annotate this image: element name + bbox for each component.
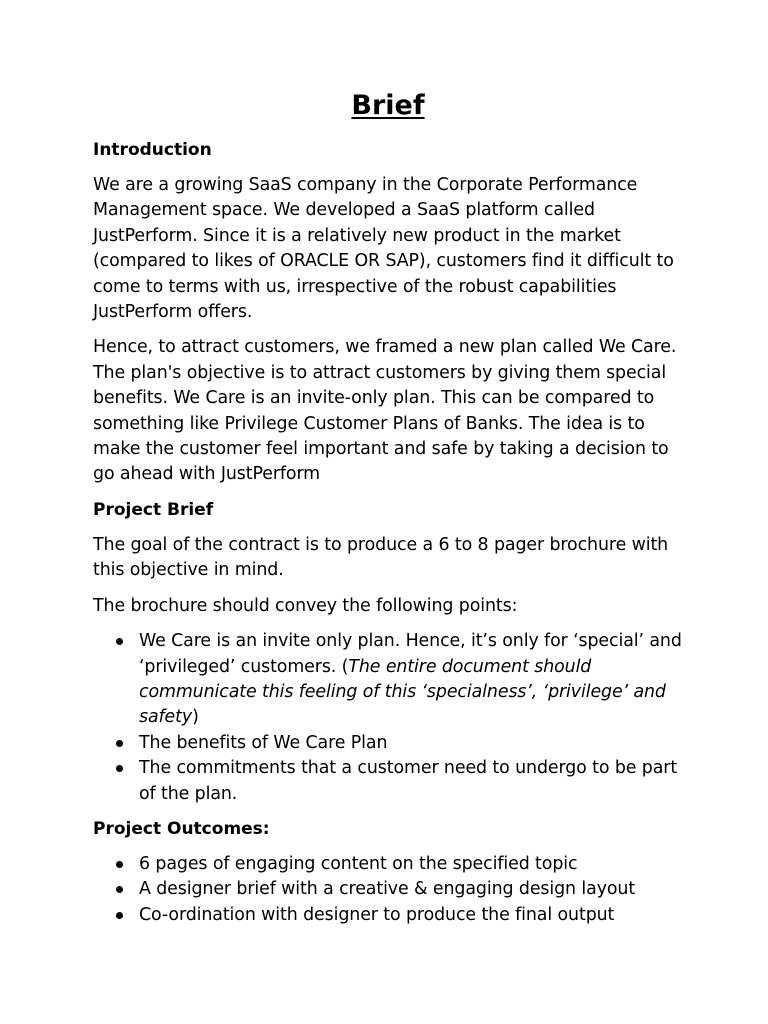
outcome-3-text: Co-ordination with designer to produce the final output: [139, 904, 615, 925]
outcomes-list: [93, 852, 683, 928]
project-brief-heading: Project Brief: [93, 499, 214, 520]
project-outcomes-heading: Project Outcomes:: [93, 818, 270, 839]
bullet-icon: [116, 912, 123, 919]
point-1-closing: ): [192, 707, 199, 728]
introduction-paragraph-1: We are a growing SaaS company in the Corporate Performance Management space. We developed a SaaS platform called JustPerform. Since it is a relatively new product in the market (compared to likes of ORACLE OR SAP), customers find it difficult to come to terms with us, irrespective of the robust capabilities JustPerform offers.: [93, 175, 674, 323]
introduction-paragraph-2: Hence, to attract customers, we framed a new plan called We Care. The plan's objective is to attract customers by giving them special benefits. We Care is an invite-only plan. This can be compared to something like Privilege Customer Plans of Banks. The idea is to make the customer feel important and safe by taking a decision to go ahead with JustPerform: [93, 337, 677, 485]
point-3-text: The commitments that a customer need to undergo to be part of the plan.: [139, 758, 678, 804]
document-title: Brief: [351, 90, 425, 121]
list-item: [93, 877, 683, 902]
brochure-points-list: [93, 629, 683, 807]
bullet-icon: [116, 886, 123, 893]
point-2-text: The benefits of We Care Plan: [139, 732, 388, 753]
document-page: [93, 88, 683, 938]
outcome-2-text: A designer brief with a creative & engaging design layout: [139, 879, 636, 900]
bullet-icon: [116, 638, 123, 645]
point-1-text: We Care is an invite only plan. Hence, it’s only for ‘special’ and ‘privileged’ customers. (: [139, 631, 682, 677]
bullet-icon: [116, 740, 123, 747]
bullet-icon: [116, 861, 123, 868]
list-item: [93, 629, 683, 731]
outcome-1-text: 6 pages of engaging content on the specified topic: [139, 853, 578, 874]
list-item: [93, 731, 683, 756]
introduction-heading: Introduction: [93, 140, 212, 160]
bullet-icon: [116, 765, 123, 772]
list-item: [93, 903, 683, 928]
list-item: [93, 756, 683, 807]
list-item: [93, 852, 683, 877]
point-1-italic-text: The entire document should communicate this feeling of this ‘specialness’, ‘privilege’ and safety: [139, 656, 666, 728]
project-brief-paragraph-2: The brochure should convey the following points:: [93, 595, 518, 616]
project-brief-paragraph-1: The goal of the contract is to produce a 6 to 8 pager brochure with this objective in mind.: [93, 534, 669, 581]
